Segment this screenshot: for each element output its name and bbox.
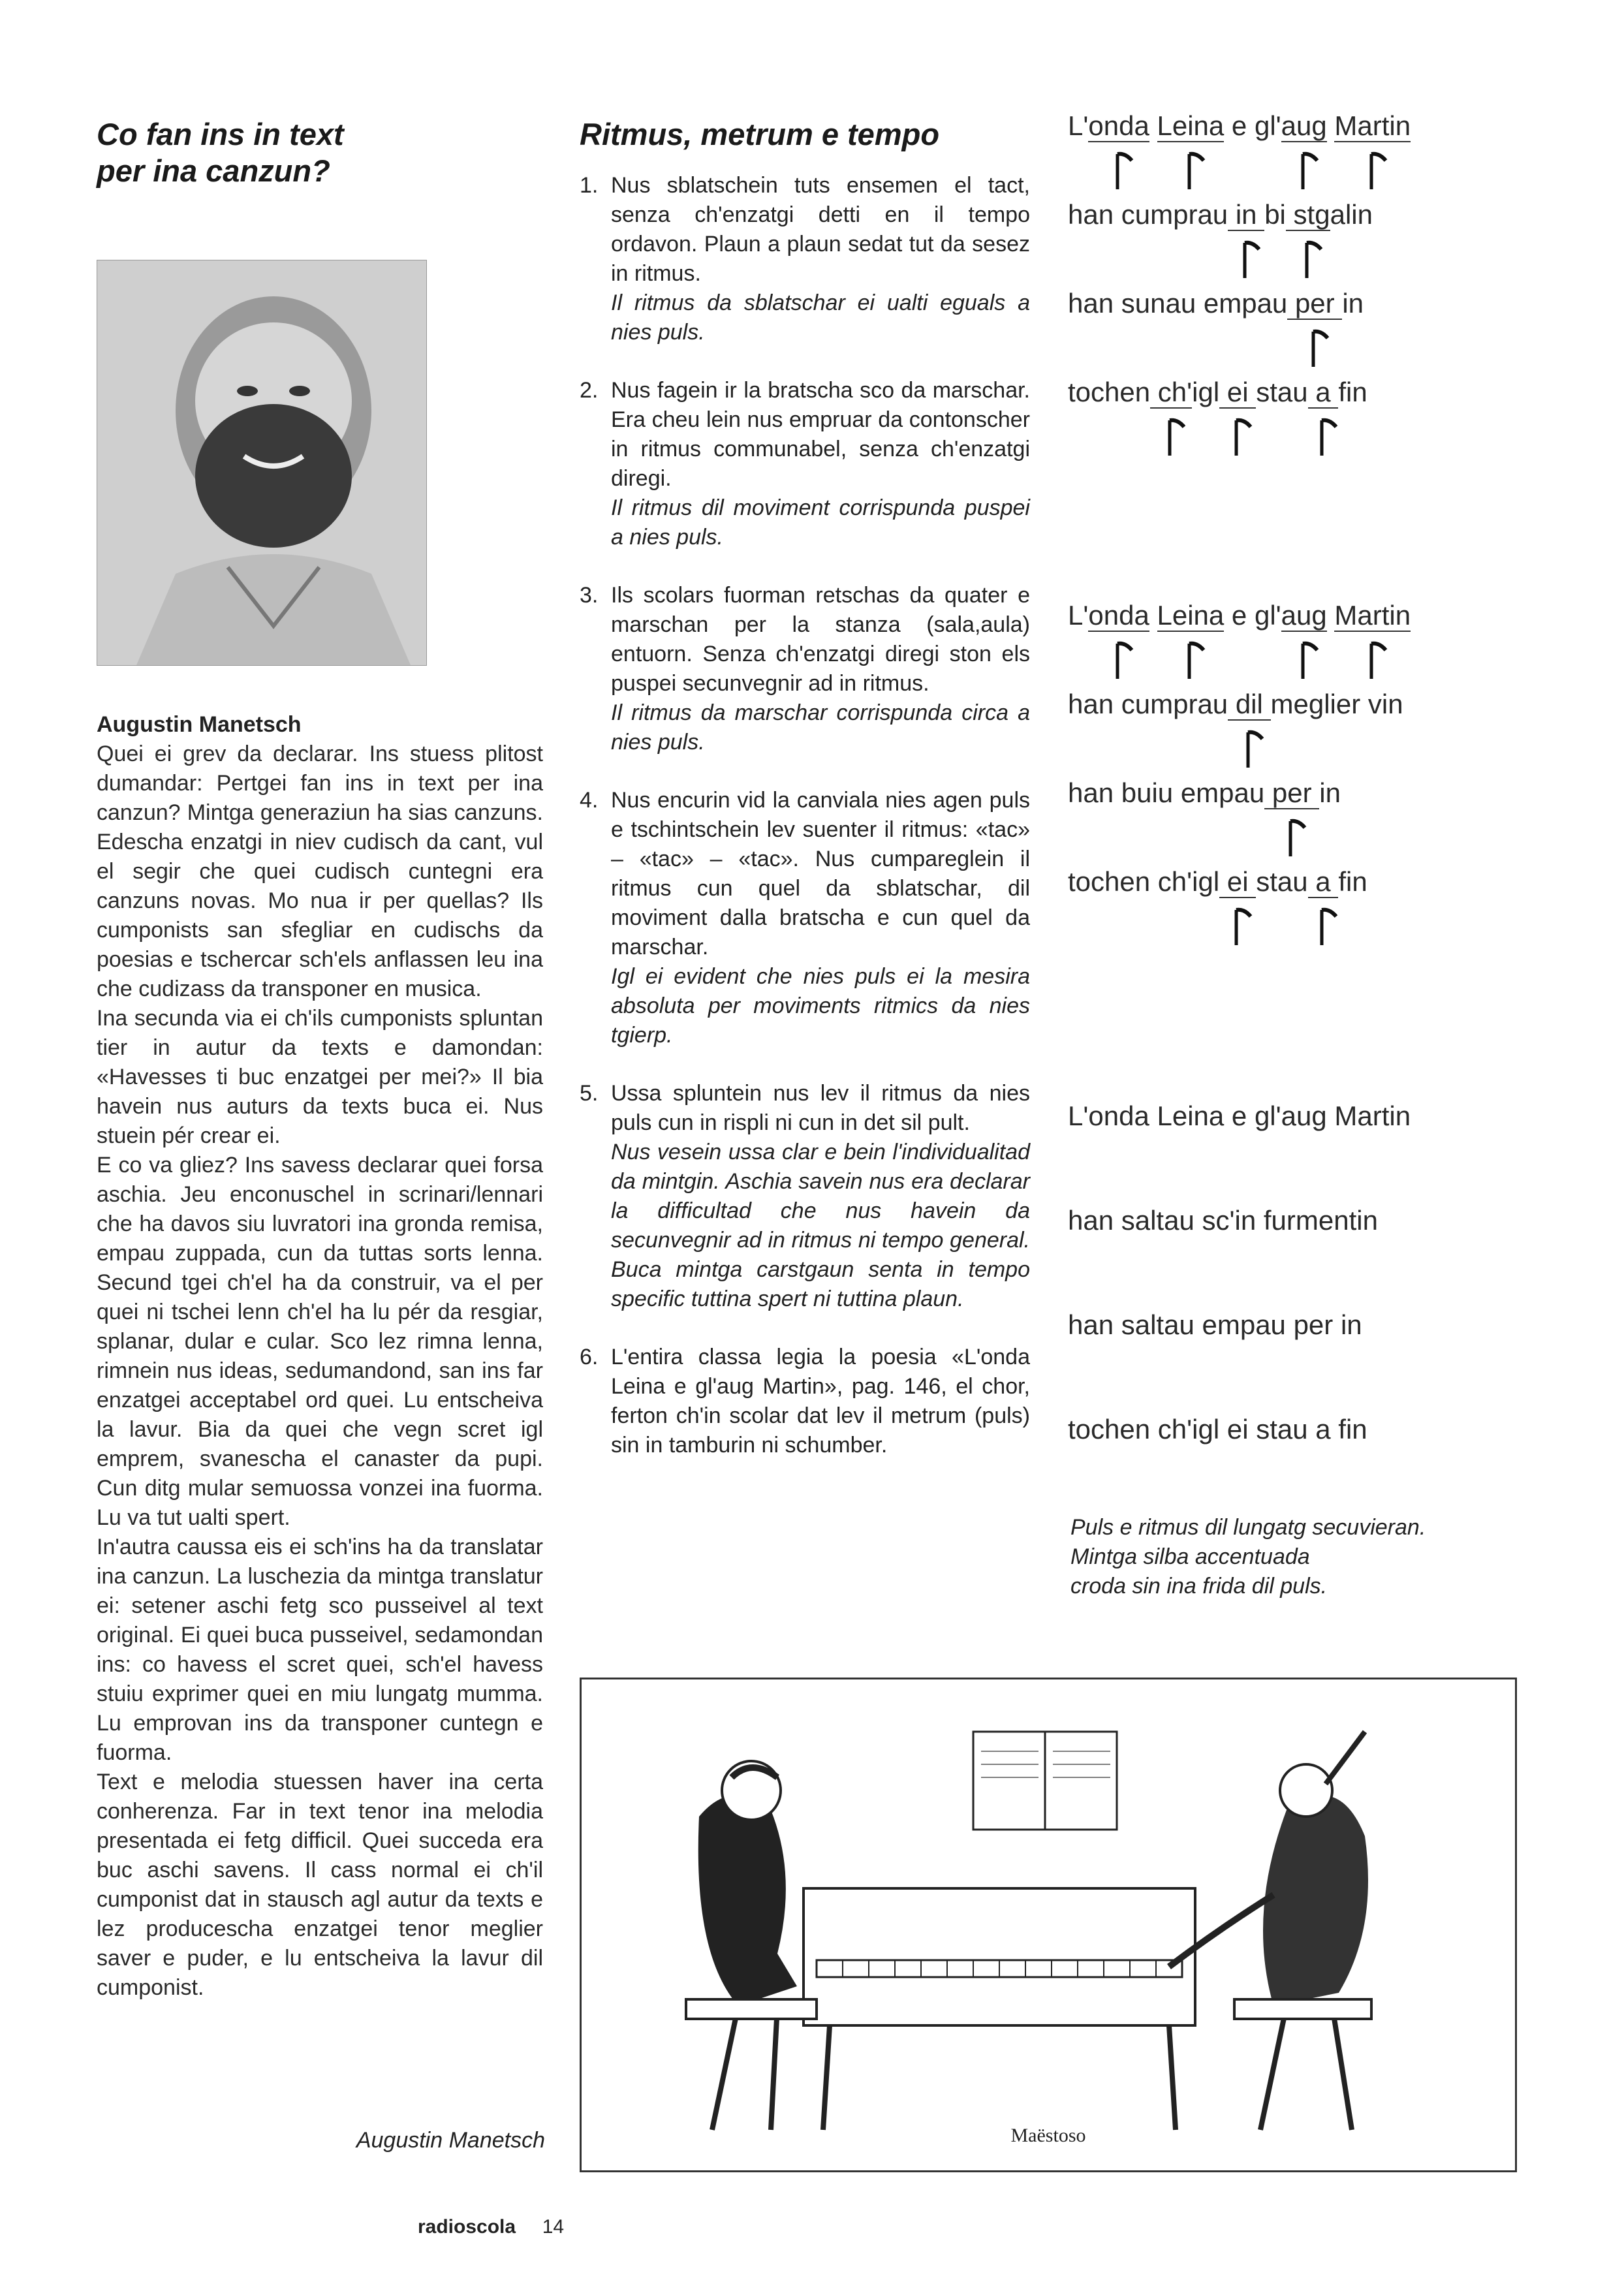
quarter-note-icon: [1311, 329, 1330, 368]
step-number: 6.: [580, 1345, 599, 1369]
step-italic: Igl ei evident che nies puls ei la mesira absoluta per moviments ritmics da nies tgierp.: [611, 964, 1030, 1048]
verse-line: [1068, 376, 1564, 409]
verse-c: [1068, 1100, 1564, 1446]
verse-syllable: [1114, 777, 1121, 808]
quarter-note-icon: [1115, 151, 1134, 191]
verse-syllable: Martin: [1334, 110, 1411, 141]
verse-line: [1068, 110, 1564, 142]
footer: [418, 2216, 564, 2238]
verse-syllable: empau: [1180, 777, 1265, 808]
verse-a: [1068, 110, 1564, 465]
step-italic: Il ritmus dil moviment corrispunda puspei a nies puls.: [611, 495, 1030, 550]
verse-syllable: bi: [1264, 199, 1286, 230]
verse-syllable: dil: [1228, 689, 1271, 719]
article-body: [97, 740, 543, 2003]
verse-syllable: stau: [1256, 377, 1308, 407]
verse-syllable: in: [1228, 199, 1265, 230]
verse-c-line-1: L'onda Leina e gl'aug Martin: [1068, 1101, 1411, 1131]
step-text: Ussa spluntein nus lev il ritmus da nies puls cun in rispli ni cun in det sil pult.: [611, 1081, 1030, 1135]
verse-syllable: fin: [1338, 377, 1367, 407]
step-4: [580, 786, 1030, 1050]
portrait-photo: [97, 260, 427, 666]
verse-syllable: [1149, 110, 1157, 141]
verse-syllable: empau: [1203, 288, 1288, 319]
verse-syllable: Leina: [1157, 600, 1225, 631]
step-italic: Nus vesein ussa clar e bein l'individualitad da mintgin. Aschia savein nus era declarar la difficultad che nus havein da secunvegnir ad in ritmus ni tempo general. Buca mintga carstgaun senta in tempo specific tuttina spert ni tuttina plaun.: [611, 1140, 1030, 1311]
pulse-notes-row: [1068, 898, 1564, 954]
step-italic: Il ritmus da sblatschar ei ualti eguals a nies puls.: [611, 290, 1030, 345]
footer-page-number: 14: [542, 2216, 565, 2238]
verse-syllable: e gl': [1224, 600, 1281, 631]
verse-syllable: ei: [1219, 866, 1257, 897]
steps-list-container: [580, 171, 1030, 1489]
quarter-note-icon: [1319, 907, 1339, 946]
quarter-note-icon: [1319, 418, 1339, 457]
quarter-note-icon: [1304, 240, 1324, 279]
step-number: 3.: [580, 583, 599, 608]
verse-syllable: in: [1319, 777, 1341, 808]
step-text: L'entira classa legia la poesia «L'onda Leina e gl'aug Martin», pag. 146, el chor, ferton ch'in scolar dat lev il metrum (puls) sin in tamburin ni schumber.: [611, 1345, 1030, 1458]
verse-syllable: Martin: [1334, 600, 1411, 631]
pulse-notes-row: [1068, 409, 1564, 465]
verse-c-line-4: tochen ch'igl ei stau a fin: [1068, 1414, 1367, 1444]
verse-syllable: onda: [1088, 600, 1149, 631]
verse-syllable: [1114, 689, 1121, 719]
author-name: Augustin Manetsch: [97, 712, 302, 737]
step-number: 5.: [580, 1081, 599, 1106]
verse-syllable: per: [1287, 288, 1343, 319]
step-number: 1.: [580, 173, 599, 198]
verse-syllable: aug: [1281, 110, 1327, 141]
verse-syllable: fin: [1338, 866, 1367, 897]
left-title-line-1: Co fan ins in text: [97, 117, 344, 151]
verse-b: [1068, 599, 1564, 954]
step-italic: Il ritmus da marschar corrispunda circa a nies puls.: [611, 700, 1030, 755]
pulse-notes-row: [1068, 632, 1564, 688]
pulse-notes-row: [1068, 809, 1564, 866]
verse-syllable: han: [1068, 288, 1114, 319]
verse-syllable: a: [1307, 866, 1339, 897]
verse-syllable: alin: [1330, 199, 1373, 230]
quarter-note-icon: [1167, 418, 1187, 457]
verse-syllable: aug: [1281, 600, 1327, 631]
verse-line: [1068, 688, 1564, 721]
verse-syllable: ei: [1219, 377, 1257, 407]
verse-syllable: a: [1307, 377, 1339, 407]
illustration-frame: [580, 1678, 1517, 2172]
signature: Augustin Manetsch: [356, 2128, 545, 2153]
verse-syllable: [1360, 689, 1368, 719]
step-text: Nus encurin vid la canviala nies agen puls e tschintschein lev suenter il ritmus: «tac» – «tac» – «tac». Nus cumpareglein il ritmus cun quel da sblatschar, dil moviment dalla bratscha e cun quel da marschar.: [611, 788, 1030, 960]
pulse-notes-row: [1068, 231, 1564, 287]
verse-line: [1068, 198, 1564, 231]
verse-syllable: onda: [1088, 110, 1149, 141]
verse-syllable: Leina: [1157, 110, 1225, 141]
piano-duet-illustration: [582, 1679, 1515, 2170]
pulse-notes-row: [1068, 320, 1564, 376]
pulse-caption: [1070, 1513, 1567, 1601]
quarter-note-icon: [1242, 240, 1262, 279]
caption-line-1: Puls e ritmus dil lungatg secuvieran.: [1070, 1515, 1426, 1540]
caption-line-3: croda sin ina frida dil puls.: [1070, 1574, 1328, 1599]
step-text: Ils scolars fuorman retschas da quater e marschan per la stanza (sala,aula) entuorn. Senza ch'enzatgi diregi ston els puspei secunvegnir ad in ritmus.: [611, 583, 1030, 696]
verse-syllable: ch': [1150, 377, 1193, 407]
quarter-note-icon: [1234, 418, 1253, 457]
verse-syllable: tochen: [1068, 866, 1151, 897]
verse-syllable: han: [1068, 689, 1114, 719]
left-title-line-2: per ina canzun?: [97, 153, 330, 188]
verse-syllable: [1327, 110, 1335, 141]
verse-line: [1068, 599, 1564, 632]
paragraph-2: Ina secunda via ei ch'ils cumponists spluntan tier in autur da texts e damondan: «Havesses ti buc enzatgei per mei?» Il bia havein nus auturs da texts buca ei. Nus stuein pér crear ei.: [97, 1006, 543, 1148]
verse-syllable: [1150, 866, 1158, 897]
verse-syllable: L': [1068, 600, 1089, 631]
quarter-note-icon: [1187, 151, 1206, 191]
verse-syllable: per: [1264, 777, 1320, 808]
step-1: [580, 171, 1030, 347]
verse-syllable: igl: [1192, 377, 1220, 407]
footer-publication: radioscola: [418, 2216, 516, 2238]
pulse-notes-row: [1068, 721, 1564, 777]
quarter-note-icon: [1369, 151, 1388, 191]
verse-syllable: [1114, 288, 1121, 319]
author-block: [97, 710, 543, 2003]
quarter-note-icon: [1288, 819, 1307, 858]
verse-syllable: tochen: [1068, 377, 1151, 407]
verse-line: [1068, 287, 1564, 320]
verse-syllable: e gl': [1224, 110, 1281, 141]
verse-c-line-2: han saltau sc'in furmentin: [1068, 1205, 1378, 1236]
step-6: [580, 1343, 1030, 1460]
paragraph-3: E co va gliez? Ins savess declarar quei forsa aschia. Jeu enconuschel in scrinari/lennari che ha davos siu luvratori ina gronda remisa, empau zuppada, cun da tuttas sorts lenna. Secund tgei ch'el ha da construir, va el per quei ni tschei lenn ch'el ha lu pér da resgiar, splanar, dular e cular. Sco lez rimna lenna, rimnein nus ideas, sedumandond, san ins far enzatgei acceptabel ord quei. Lu entscheiva la lavur. Bia da quei che vegn scret igl emprem, svanescha el canaster da pupi. Cun ditg mular semuossa vonzei ina fuorma. Lu va tut ualti spert.: [97, 1153, 543, 1530]
verse-line: [1068, 777, 1564, 809]
verse-syllable: vin: [1367, 689, 1403, 719]
verse-syllable: ch'igl: [1157, 866, 1220, 897]
verse-syllable: han: [1068, 777, 1114, 808]
verse-syllable: [1149, 600, 1157, 631]
quarter-note-icon: [1369, 641, 1388, 680]
caption-line-2: Mintga silba accentuada: [1070, 1544, 1310, 1569]
verse-syllable: [1114, 199, 1121, 230]
left-title: [97, 116, 371, 189]
quarter-note-icon: [1245, 730, 1265, 769]
paragraph-4: In'autra caussa eis ei sch'ins ha da translatar ina canzun. La luschezia da mintga translatur ei: setener aschi fetg sco pusseivel al text original. Ei quei buca pusseivel, sedamondan ins: co havess el scret quei, sch'el havess stuiu exprimer quei en miu lungatg mumma. Lu emprovan ins da transponer cuntegn e fuorma.: [97, 1535, 543, 1765]
quarter-note-icon: [1187, 641, 1206, 680]
quarter-note-icon: [1115, 641, 1134, 680]
pulse-notes-row: [1068, 142, 1564, 198]
verse-syllable: meglier: [1270, 689, 1361, 719]
verse-syllable: buiu: [1121, 777, 1174, 808]
verse-syllable: in: [1342, 288, 1364, 319]
verse-syllable: cumprau: [1121, 199, 1228, 230]
verse-syllable: sunau: [1121, 288, 1196, 319]
verse-line: [1068, 866, 1564, 898]
step-text: Nus sblatschein tuts ensemen el tact, senza ch'enzatgi detti en il tempo ordavon. Plaun a plaun sedat tut da sesez in ritmus.: [611, 173, 1030, 286]
verse-syllable: [1327, 600, 1335, 631]
verse-c-line-3: han saltau empau per in: [1068, 1309, 1362, 1340]
verse-syllable: stg: [1285, 199, 1330, 230]
verse-syllable: cumprau: [1121, 689, 1228, 719]
quarter-note-icon: [1234, 907, 1253, 946]
steps-list: [580, 171, 1030, 1460]
step-2: [580, 376, 1030, 552]
step-text: Nus fagein ir la bratscha sco da marschar. Era cheu lein nus empruar da contonscher in ritmus communabel, senza ch'enzatgi diregi.: [611, 378, 1030, 491]
paragraph-5: Text e melodia stuessen haver ina certa conherenza. Far in text tenor ina melodia presentada ei fetg difficil. Quei succeda era buc aschi savens. Il cass normal ei ch'il cumponist dat in stausch agl autur da texts e lez producescha enzatgei tenor meglier saver e puder, e lu entscheiva la lavur dil cumponist.: [97, 1770, 543, 2000]
illustration-caption: Maëstoso: [1010, 2125, 1086, 2146]
portrait-figure: [97, 260, 426, 665]
verse-syllable: stau: [1256, 866, 1308, 897]
verse-syllable: [1196, 288, 1204, 319]
verse-syllable: [1173, 777, 1181, 808]
paragraph-1: Quei ei grev da declarar. Ins stuess plitost dumandar: Pertgei fan ins in text per ina canzun? Mintga generaziun ha sias canzuns. Edescha enzatgi in niev cudisch da cant, vul el segir che quei cudisch cuntegni era canzuns novas. Mo nua ir per quellas? Ils cumponists san sfegliar en cudischs da poesias e tschercar sch'els anflassen leu ina che cudizass da transponer en musica.: [97, 742, 543, 1001]
step-number: 4.: [580, 788, 599, 813]
middle-title: Ritmus, metrum e tempo: [580, 117, 940, 151]
quarter-note-icon: [1300, 641, 1320, 680]
step-5: [580, 1079, 1030, 1314]
verse-syllable: han: [1068, 199, 1114, 230]
step-3: [580, 581, 1030, 757]
quarter-note-icon: [1300, 151, 1320, 191]
step-number: 2.: [580, 378, 599, 403]
verse-syllable: L': [1068, 110, 1089, 141]
